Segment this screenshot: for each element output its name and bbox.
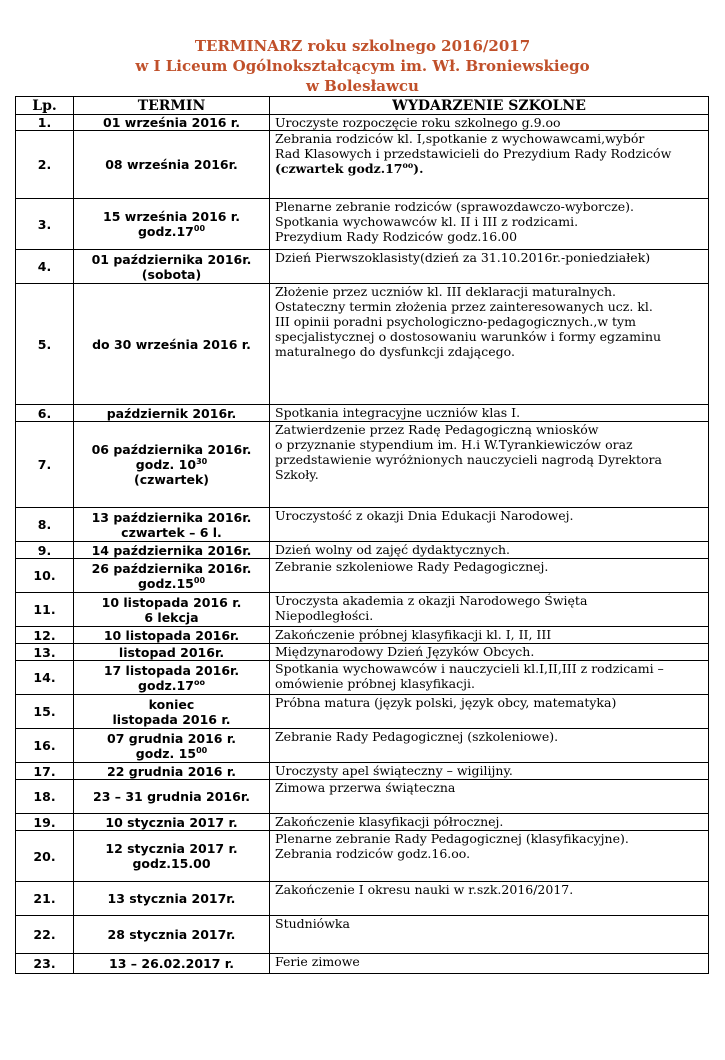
term-line: październik 2016r. <box>106 405 237 421</box>
term-line: do 30 września 2016 r. <box>92 336 251 352</box>
row-term <box>74 814 270 831</box>
table-row <box>16 644 709 661</box>
row-event <box>270 422 709 508</box>
table-row <box>16 882 709 916</box>
row-number: 20. <box>16 831 74 882</box>
row-number: 7. <box>16 422 74 508</box>
event-line: Zebranie szkoleniowe Rady Pedagogicznej. <box>275 559 549 574</box>
event-line: o przyznanie stypendium im. H.i W.Tyrankiewiczów oraz <box>275 437 633 452</box>
term-line: $godz.17^{oo}$ <box>138 677 205 693</box>
row-event <box>270 593 709 627</box>
header-event: WYDARZENIE SZKOLNE <box>270 97 709 115</box>
row-event <box>270 954 709 974</box>
term-line: 13 października 2016r. <box>91 509 252 525</box>
term-line: 13 – 26.02.2017 r. <box>109 956 234 971</box>
row-event <box>270 814 709 831</box>
row-number: 19. <box>16 814 74 831</box>
term-line: koniec <box>148 696 195 712</box>
term-line: 01 października 2016r. <box>91 251 252 267</box>
row-number: 16. <box>16 729 74 763</box>
row-number: 5. <box>16 284 74 405</box>
event-line: Próbna matura (język polski, język obcy, matematyka) <box>275 695 617 710</box>
row-event <box>270 661 709 695</box>
event-line: Ferie zimowe <box>275 954 360 969</box>
event-line-bold: (czwartek $godz.17^{oo}$). <box>275 159 424 176</box>
row-number: 4. <box>16 250 74 284</box>
row-number: 6. <box>16 405 74 422</box>
row-event <box>270 763 709 780</box>
event-line: Spotkania integracyjne uczniów klas I. <box>275 405 521 420</box>
table-row <box>16 814 709 831</box>
term-line: 12 stycznia 2017 r. <box>105 841 238 856</box>
event-line: Zakończenie I okresu nauki w r.szk.2016/2017. <box>275 882 574 897</box>
row-term <box>74 115 270 131</box>
row-term <box>74 627 270 644</box>
table-row <box>16 763 709 780</box>
event-line: Uroczyste rozpoczęcie roku szkolnego g.9.oo <box>275 115 561 130</box>
title-line-1: TERMINARZ roku szkolnego 2016/2017 <box>194 37 531 55</box>
table-row <box>16 131 709 199</box>
event-line: Uroczysta akademia z okazji Narodowego Święta <box>275 593 588 608</box>
term-line: 22 grudnia 2016 r. <box>107 763 236 779</box>
event-line: Plenarne zebranie Rady Pedagogicznej (klasyfikacyjne). <box>275 831 629 846</box>
event-line: Zatwierdzenie przez Radę Pedagogiczną wniosków <box>275 422 599 437</box>
event-line: Zimowa przerwa świąteczna <box>275 780 456 795</box>
row-event <box>270 882 709 916</box>
row-term <box>74 695 270 729</box>
table-row <box>16 729 709 763</box>
event-line: omówienie próbnej klasyfikacji. <box>275 676 475 691</box>
row-term <box>74 559 270 593</box>
term-line: 15 września 2016 r. <box>103 209 240 224</box>
title-line-2: w I Liceum Ogólnokształcącym im. Wł. Broniewskiego <box>135 57 590 75</box>
row-event <box>270 199 709 250</box>
row-event <box>270 405 709 422</box>
term-line: $godz.15^{00}$ <box>137 575 206 591</box>
table-row <box>16 695 709 729</box>
row-event <box>270 695 709 729</box>
row-term <box>74 916 270 954</box>
event-line: Uroczysty apel świąteczny – wigilijny. <box>275 763 513 778</box>
row-number: 10. <box>16 559 74 593</box>
event-line: Zakończenie klasyfikacji półrocznej. <box>275 814 504 829</box>
table-row <box>16 831 709 882</box>
event-line: Rad Klasowych i przedstawicieli do Prezydium Rady Rodziców <box>275 146 672 161</box>
event-line: Spotkania wychowawców i nauczycieli kl.I,II,III z rodzicami – <box>275 661 664 676</box>
table-row <box>16 250 709 284</box>
event-line: Zakończenie próbnej klasyfikacji kl. I, II, III <box>275 627 552 642</box>
row-term <box>74 729 270 763</box>
row-number: 23. <box>16 954 74 974</box>
term-line: $godz.17^{00}$ <box>137 223 206 239</box>
row-event <box>270 542 709 559</box>
row-number: 14. <box>16 661 74 695</box>
event-line: Studniówka <box>275 916 350 931</box>
event-line: Zebrania rodziców kl. I,spotkanie z wychowawcami,wybór <box>275 131 645 146</box>
row-number: 9. <box>16 542 74 559</box>
event-line: przedstawienie wyróżnionych nauczycieli nagrodą Dyrektora <box>275 452 662 467</box>
row-number: 21. <box>16 882 74 916</box>
term-line: 13 stycznia 2017r. <box>107 891 236 906</box>
event-line: Dzień wolny od zajęć dydaktycznych. <box>275 542 511 557</box>
row-term <box>74 882 270 916</box>
row-event <box>270 780 709 814</box>
row-number: 13. <box>16 644 74 661</box>
event-line: specjalistycznej o dostosowaniu warunków i formy egzaminu <box>275 329 662 344</box>
event-line: Złożenie przez uczniów kl. III deklaracji maturalnych. <box>275 284 617 299</box>
table-row <box>16 559 709 593</box>
row-number: 2. <box>16 131 74 199</box>
term-line: 07 grudnia 2016 r. <box>107 730 236 746</box>
row-term <box>74 954 270 974</box>
event-line: Dzień Pierwszoklasisty(dzień za 31.10.2016r.-poniedziałek) <box>275 250 651 265</box>
event-line: Ostateczny termin złożenia przez zainteresowanych ucz. kl. <box>275 299 653 314</box>
row-event <box>270 131 709 199</box>
table-row <box>16 916 709 954</box>
term-line: 23 – 31 grudnia 2016r. <box>93 789 250 804</box>
table-row <box>16 627 709 644</box>
event-line: Szkoły. <box>275 467 319 482</box>
row-event <box>270 508 709 542</box>
row-number: 12. <box>16 627 74 644</box>
row-term <box>74 593 270 627</box>
row-event <box>270 627 709 644</box>
table-body <box>16 115 709 974</box>
row-term <box>74 508 270 542</box>
row-event <box>270 250 709 284</box>
term-line: listopada 2016 r. <box>112 711 231 727</box>
table-row <box>16 115 709 131</box>
event-line: Spotkania wychowawców kl. II i III z rodzicami. <box>275 214 579 229</box>
row-event <box>270 115 709 131</box>
event-line: maturalnego do dysfunkcji zdającego. <box>275 344 515 359</box>
title-line-3: w Bolesławcu <box>306 77 419 95</box>
row-term <box>74 284 270 405</box>
term-line: 26 października 2016r. <box>91 560 252 576</box>
row-term <box>74 542 270 559</box>
row-event <box>270 831 709 882</box>
term-line: czwartek – 6 l. <box>121 524 222 540</box>
term-line: (sobota) <box>141 266 202 282</box>
row-number: 18. <box>16 780 74 814</box>
row-term <box>74 422 270 508</box>
row-number: 17. <box>16 763 74 780</box>
row-term <box>74 405 270 422</box>
term-line: 10 listopada 2016r. <box>103 627 240 643</box>
event-line: III opinii poradni psychologiczno-pedagogicznych.,w tym <box>275 314 636 329</box>
event-line: Międzynarodowy Dzień Języków Obcych. <box>275 644 535 659</box>
term-line: 17 listopada 2016r. <box>103 662 240 678</box>
table-row <box>16 661 709 695</box>
term-line: 10 stycznia 2017 r. <box>105 814 238 830</box>
event-line: Zebranie Rady Pedagogicznej (szkoleniowe). <box>275 729 559 744</box>
table-row <box>16 422 709 508</box>
term-line: 14 października 2016r. <box>91 542 252 558</box>
term-line: 06 października 2016r. <box>91 442 252 457</box>
term-line: godz. $10^{30}$ <box>135 456 208 472</box>
row-term <box>74 644 270 661</box>
row-number: 15. <box>16 695 74 729</box>
term-line: 28 stycznia 2017r. <box>107 927 236 942</box>
term-line: godz. $15^{00}$ <box>135 745 208 761</box>
term-line: 10 listopada 2016 r. <box>101 594 242 610</box>
row-term <box>74 250 270 284</box>
table-row <box>16 780 709 814</box>
term-line: godz.15.00 <box>132 856 211 871</box>
event-line: Prezydium Rady Rodziców godz.16.00 <box>275 229 518 244</box>
row-number: 11. <box>16 593 74 627</box>
row-event <box>270 559 709 593</box>
term-line: 6 lekcja <box>144 609 199 625</box>
table-header-row <box>16 97 709 115</box>
row-number: 3. <box>16 199 74 250</box>
table-row <box>16 954 709 974</box>
row-number: 8. <box>16 508 74 542</box>
event-line: Plenarne zebranie rodziców (sprawozdawczo-wyborcze). <box>275 199 634 214</box>
row-number: 22. <box>16 916 74 954</box>
table-row <box>16 405 709 422</box>
term-line: (czwartek) <box>133 472 210 487</box>
row-term <box>74 831 270 882</box>
event-line: Zebrania rodziców godz.16.oo. <box>275 846 471 861</box>
row-number: 1. <box>16 115 74 131</box>
schedule-table <box>15 96 709 974</box>
row-event <box>270 729 709 763</box>
table-row <box>16 199 709 250</box>
row-term <box>74 661 270 695</box>
document-title <box>0 36 725 96</box>
table-row <box>16 593 709 627</box>
table-row <box>16 542 709 559</box>
term-line: listopad 2016r. <box>118 644 225 660</box>
term-line: 01 września 2016 r. <box>103 115 240 130</box>
header-term: TERMIN <box>74 97 270 115</box>
event-line: Uroczystość z okazji Dnia Edukacji Narodowej. <box>275 508 574 523</box>
row-event <box>270 284 709 405</box>
row-event <box>270 916 709 954</box>
row-event <box>270 644 709 661</box>
row-term <box>74 763 270 780</box>
row-term <box>74 199 270 250</box>
table-row <box>16 284 709 405</box>
event-line: Niepodległości. <box>275 608 374 623</box>
header-lp: Lp. <box>16 97 74 115</box>
row-term <box>74 131 270 199</box>
table-row <box>16 508 709 542</box>
row-term <box>74 780 270 814</box>
term-line: 08 września 2016r. <box>105 157 238 172</box>
